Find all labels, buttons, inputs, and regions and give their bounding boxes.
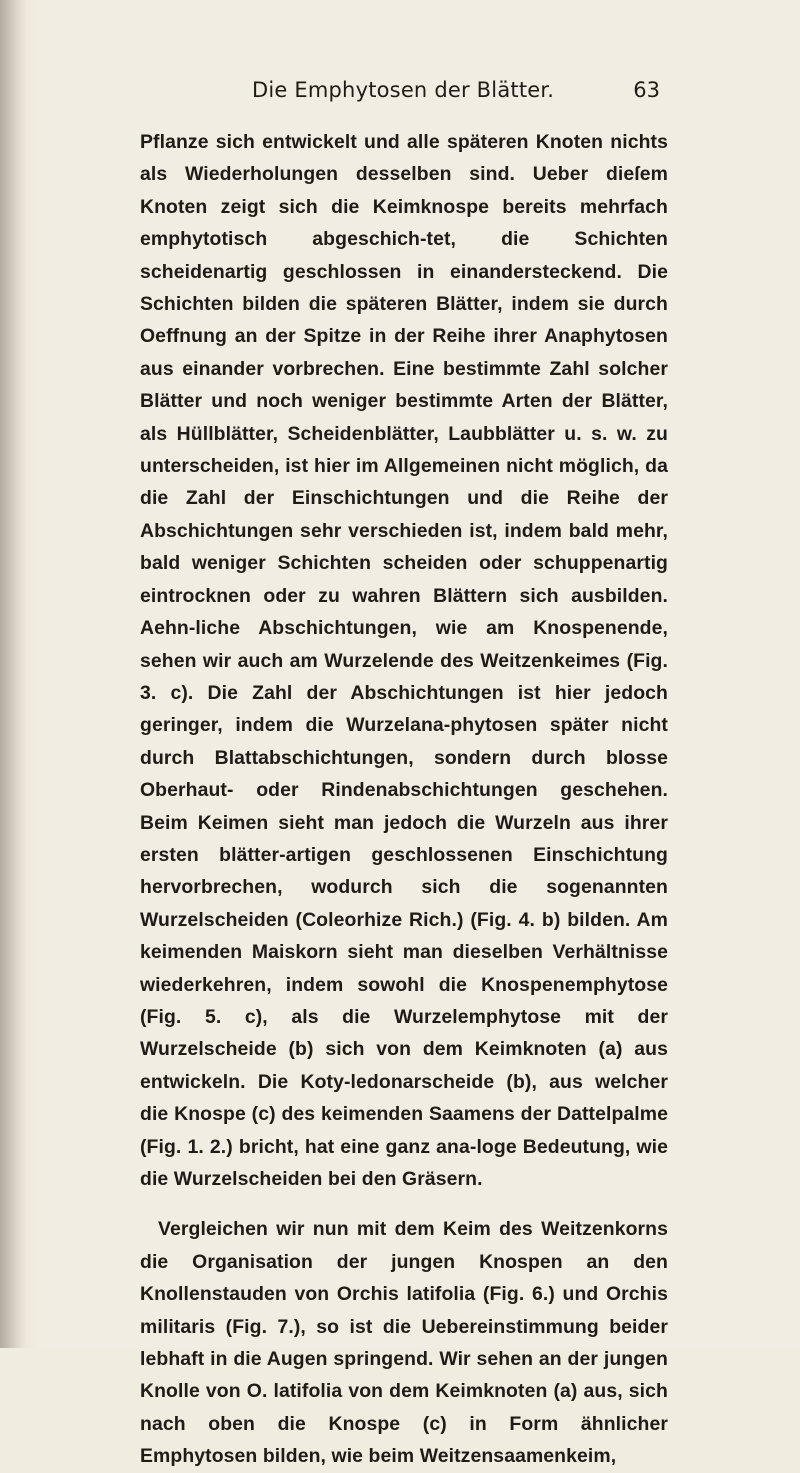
page-number: 63 (633, 78, 660, 102)
page-header (150, 78, 660, 112)
paragraph-1: Pflanze sich entwickelt und alle späteren Knoten nichts als Wiederholungen desselben sind. Ueber dieſem Knoten zeigt sich die Keimknospe bereits mehrfach emphytotisch abgeschich-tet, die Schichten scheidenartig geschlossen in einandersteckend. Die Schichten bilden die späteren Blätter, indem sie durch Oeffnung an der Spitze in der Reihe ihrer Anaphytosen aus einander vorbrechen. Eine bestimmte Zahl solcher Blätter und noch weniger bestimmte Arten der Blätter, als Hüllblätter, Scheidenblätter, Laubblätter u. s. w. zu unterscheiden, ist hier im Allgemeinen nicht möglich, da die Zahl der Einschichtungen und die Reihe der Abschichtungen sehr verschieden ist, indem bald mehr, bald weniger Schichten scheiden oder schuppenartig eintrocknen oder zu wahren Blättern sich ausbilden. Aehn-liche Abschichtungen, wie am Knospenende, sehen wir auch am Wurzelende des Weitzenkeimes (Fig. 3. c). Die Zahl der Abschichtungen ist hier jedoch geringer, indem die Wurzelana-phytosen später nicht durch Blattabschichtungen, sondern durch blosse Oberhaut- oder Rindenabschichtungen geschehen. Beim Keimen sieht man jedoch die Wurzeln aus ihrer ersten blätter-artigen geschlossenen Einschichtung hervorbrechen, wodurch sich die sogenannten Wurzelscheiden (Coleorhize Rich.) (Fig. 4. b) bilden. Am keimenden Maiskorn sieht man dieselben Verhältnisse wiederkehren, indem sowohl die Knospenemphytose (Fig. 5. c), als die Wurzelemphytose mit der Wurzelscheide (b) sich von dem Keimknoten (a) aus entwickeln. Die Koty-ledonarscheide (b), aus welcher die Knospe (c) des keimenden Saamens der Dattelpalme (Fig. 1. 2.) bricht, hat eine ganz ana-loge Bedeutung, wie die Wurzelscheiden bei den Gräsern. (140, 131, 668, 1190)
running-title: Die Emphytosen der Blätter. (252, 78, 555, 102)
body-text (140, 126, 668, 1473)
paragraph-2: Vergleichen wir nun mit dem Keim des Weitzenkorns die Organisation der jungen Knospen an den Knollenstauden von Orchis latifolia (Fig. 6.) und Orchis militaris (Fig. 7.), so ist die Uebereinstimmung beider lebhaft in die Augen springend. Wir sehen an der jungen Knolle von O. latifolia von dem Keimknoten (a) aus, sich nach oben die Knospe (c) in Form ähnlicher Emphytosen bilden, wie beim Weitzensaamenkeim, (140, 1218, 668, 1468)
binding-gutter-shadow (0, 0, 26, 1348)
